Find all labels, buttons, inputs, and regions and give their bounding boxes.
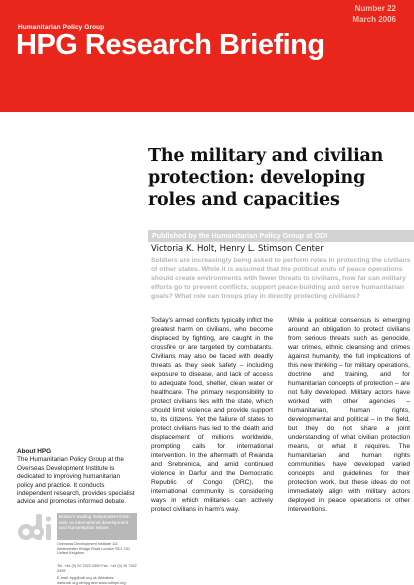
header-banner bbox=[0, 0, 414, 112]
odi-tagline: Britain's leading independent think-tank on international development and humanitarian issues bbox=[57, 513, 137, 540]
summary-text: Soldiers are increasingly being asked to perform roles in protecting the civilians of other states. While it is assumed that the political ends of peace operations should create environments with fewer threats to civilians, how far can military efforts go to prevent conflicts, support peace-building and serve humanitarian goals? What role can troops play in directly protecting civilians? bbox=[151, 257, 411, 300]
about-hpg bbox=[17, 448, 135, 507]
odi-contact: Tel. +44 (0) 20 7922 0300 Fax. +44 (0) 20 7922 0399 bbox=[57, 564, 137, 573]
odi-web: E-mail: hpg@odi.org.uk Websites: www.odi.org.uk/hpg and www.odihpn.org bbox=[57, 576, 126, 585]
issue-date: March 2006 bbox=[352, 15, 396, 24]
about-heading: About HPG bbox=[17, 448, 52, 455]
org-name-small: Humanitarian Policy Group bbox=[18, 24, 105, 31]
odi-address: Overseas Development Institute 111 Westminster Bridge Road London SE1 7JD United Kingdom bbox=[57, 542, 130, 556]
issue-info bbox=[352, 3, 396, 25]
body-column-1: Today's armed conflicts typically inflict the greatest harm on civilians, who become displaced by fighting, are caught in the crossfire or are targeted by combatants. Civilians may also be faced with deadly threats as they seek safety – including exposure to disease, and lack of access to adequate food, shelter, clean water or healthcare. The primary responsibility to protect civilians lies with the state, which should limit violence and provide support to, its citizens. Yet the failure of states to protect civilians has led to the death and displacement of millions worldwide, prompting calls for international intervention. In the aftermath of Rwanda and Srebrenica, and amid continued violence in Darfur and the Democratic Republic of Congo (DRC), the international community is considering ways in which militaries can actively protect civilians in harm's way. bbox=[151, 317, 273, 513]
about-text: The Humanitarian Policy Group at the Overseas Development Institute is dedicated to improving humanitarian policy and practice. It conducts independent research, provides specialist advice and promotes informed debate. bbox=[17, 456, 135, 506]
series-title: HPG Research Briefing bbox=[16, 29, 325, 61]
body-column-2: While a political consensus is emerging around an obligation to protect civilians from serious threats such as genocide, war crimes, ethnic cleansing and crimes against humanity, the full implications of this new thinking – for military operations, doctrine and training, and for humanitarian concepts of protection – are not fully developed. Military actors have worked with other agencies – humanitarian, human rights, developmental and political – in the field, but they do not share a joint understanding of what civilian protection means, or what it requires. The humanitarian and human rights communities have developed varied concepts and guidelines for their protection work, but these ideas do not immediately align with military actors deployed in peace operations or other interventions. bbox=[288, 317, 410, 513]
published-by-bar: Published by the Humanitarian Policy Group at ODI bbox=[148, 230, 414, 242]
authors: Victoria K. Holt, Henry L. Stimson Center bbox=[151, 244, 324, 254]
issue-number: Number 22 bbox=[354, 4, 396, 13]
odi-logo bbox=[17, 512, 55, 546]
article-title: The military and civilian protection: developing roles and capacities bbox=[148, 146, 384, 210]
